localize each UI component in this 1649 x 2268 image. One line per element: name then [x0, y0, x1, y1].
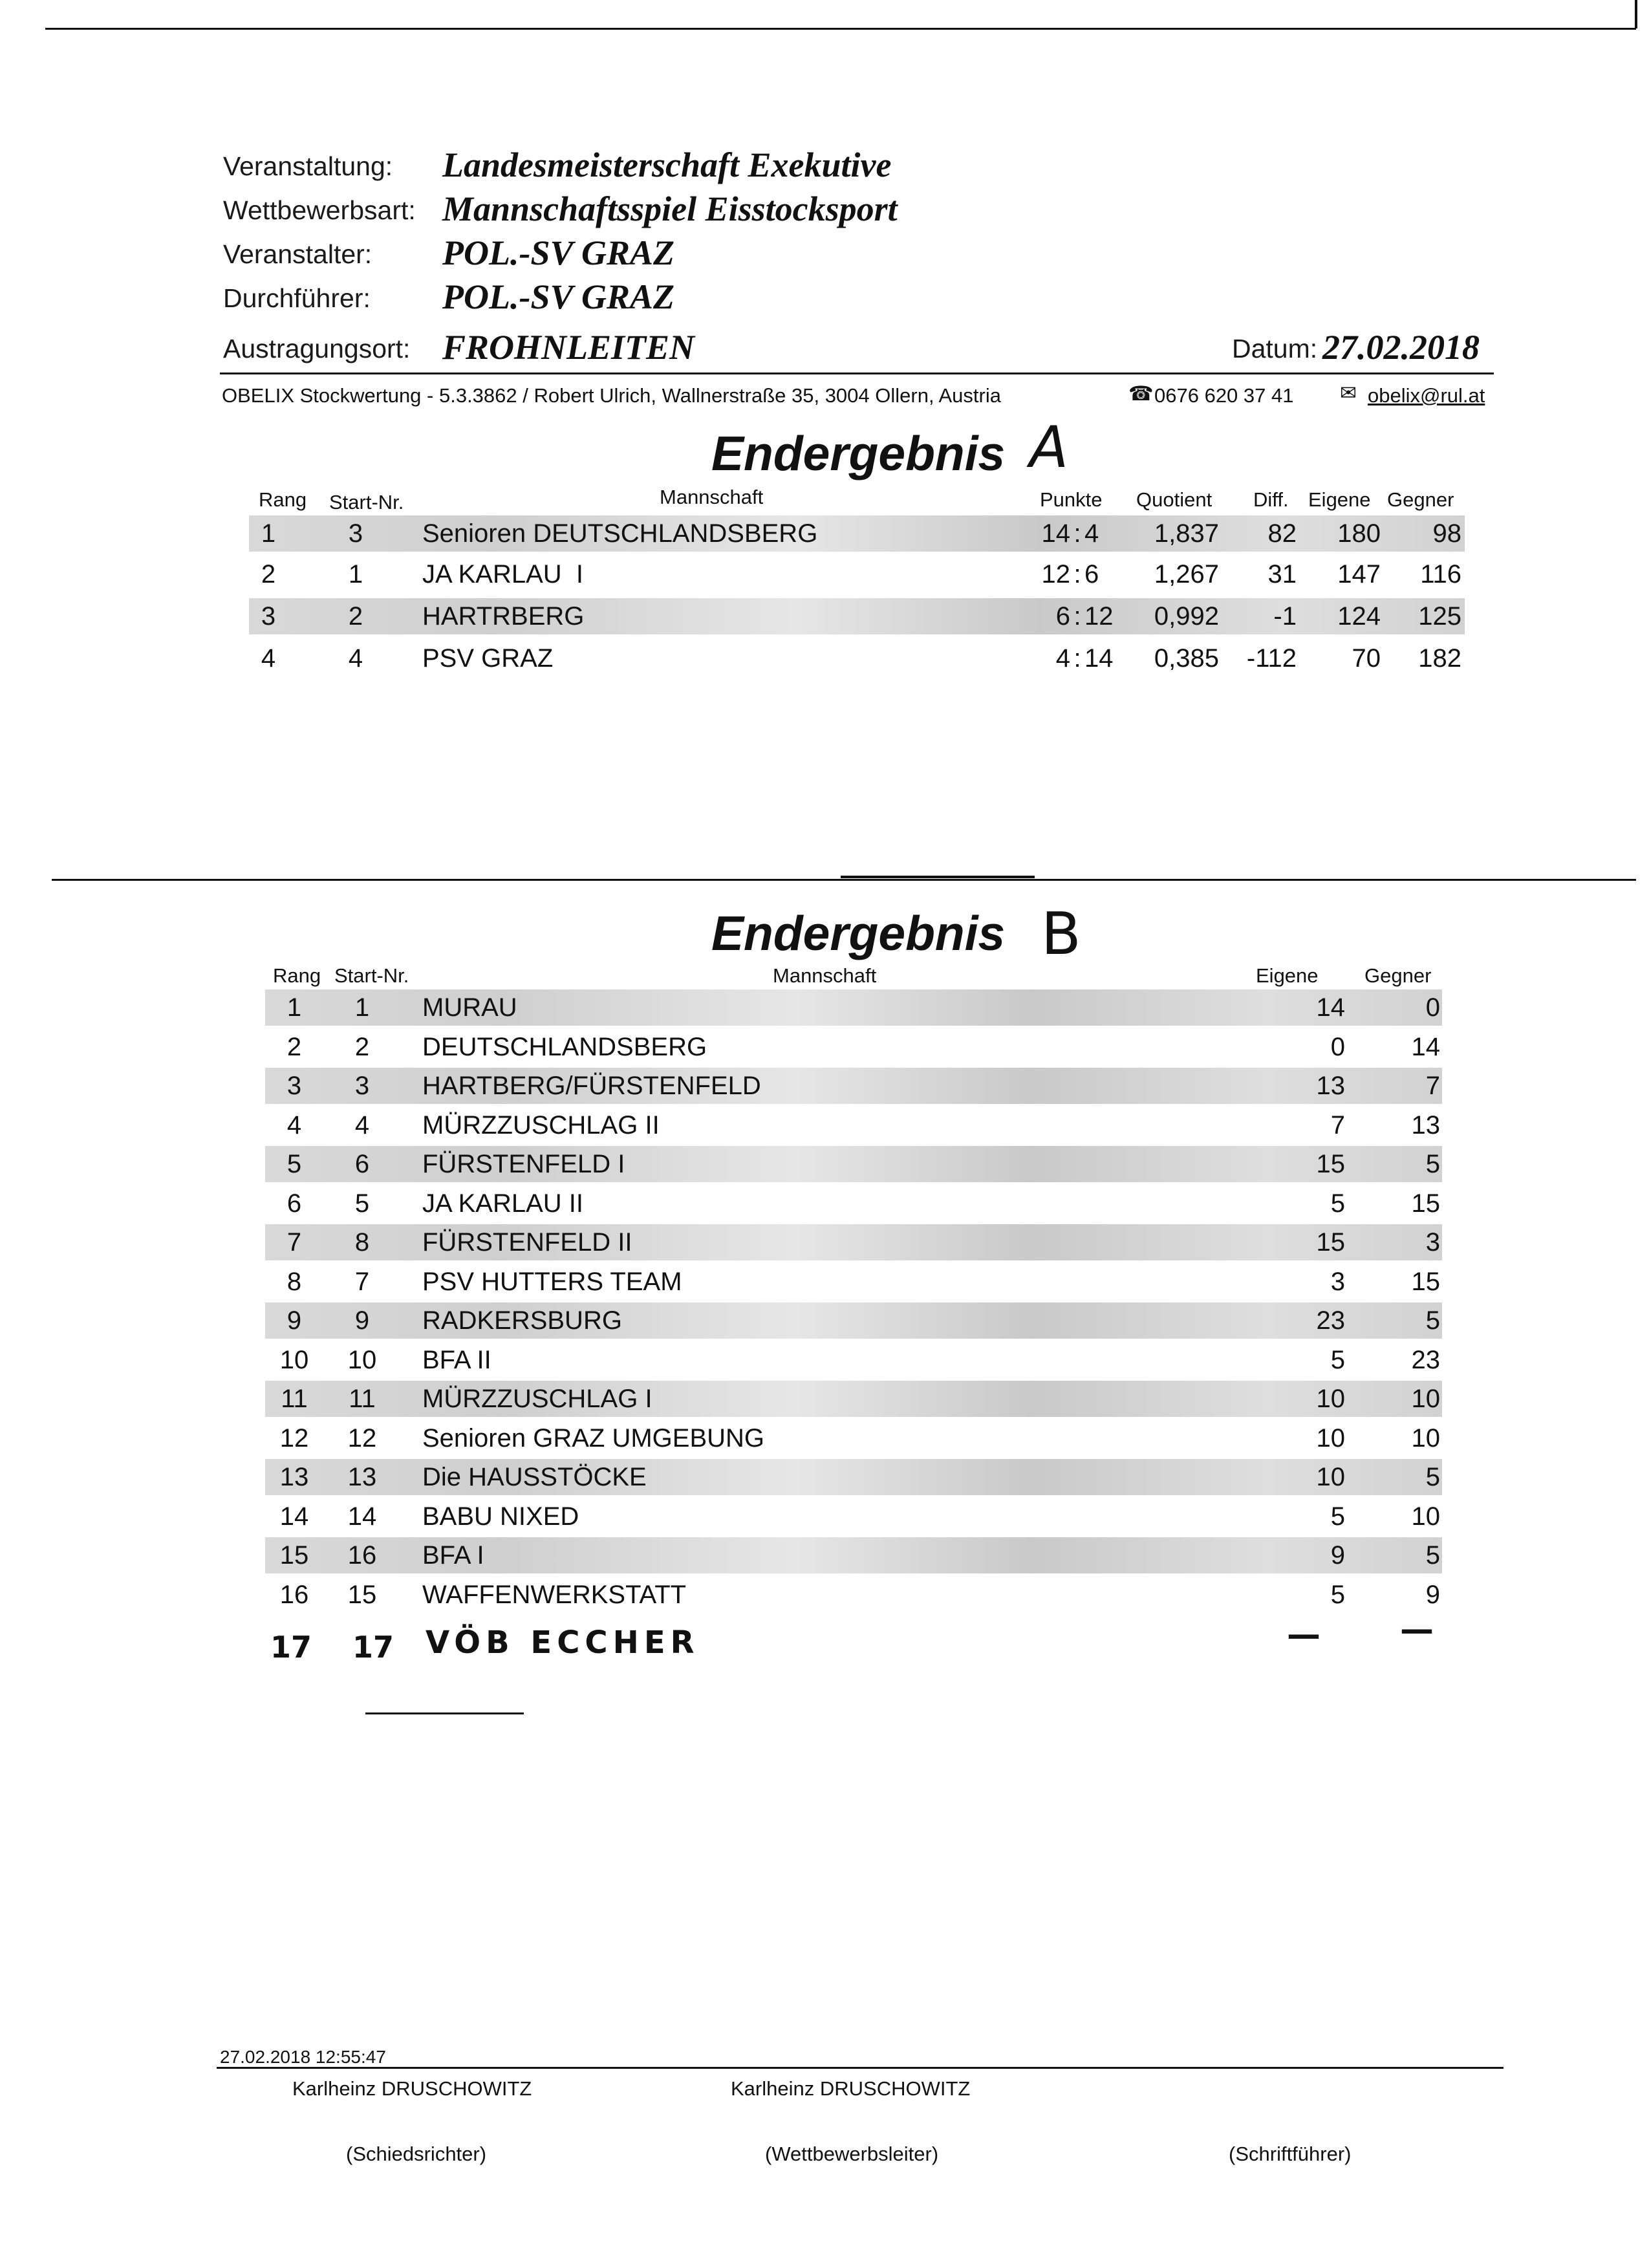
start-number: 5	[354, 1189, 370, 1218]
team-name: Die HAUSSTÖCKE	[422, 1463, 647, 1491]
table-row	[265, 1146, 1442, 1182]
points-separator: :	[1073, 644, 1081, 673]
opponent-score: 125	[1418, 602, 1461, 631]
points-won: 12	[1041, 560, 1070, 589]
col-gegner: Gegner	[1364, 964, 1432, 987]
footer-divider	[217, 2067, 1503, 2069]
col-gegner: Gegner	[1387, 488, 1454, 511]
team-name: FÜRSTENFELD I	[422, 1150, 625, 1178]
section-b-handwritten-letter: B	[1041, 900, 1081, 968]
competition-type-label: Wettbewerbsart:	[223, 195, 416, 225]
envelope-icon: ✉	[1340, 382, 1357, 404]
opponent-score: 10	[1411, 1385, 1440, 1413]
table-row	[249, 515, 1465, 552]
start-number: 1	[348, 560, 363, 589]
opponent-score: 98	[1432, 519, 1461, 548]
phone-icon: ☎	[1128, 382, 1154, 405]
rank: 8	[286, 1267, 302, 1296]
points-separator: :	[1073, 602, 1081, 631]
start-number: 4	[348, 644, 363, 673]
own-score: 15	[1316, 1150, 1345, 1178]
team-name: BFA II	[422, 1345, 491, 1374]
team-name: HARTBERG/FÜRSTENFELD	[422, 1072, 761, 1100]
start-number: 3	[348, 519, 363, 548]
team-name: DEUTSCHLANDSBERG	[422, 1032, 707, 1061]
col-team: Mannschaft	[773, 964, 877, 987]
start-number: 6	[354, 1150, 370, 1178]
rank: 2	[286, 1032, 302, 1061]
table-row	[249, 556, 1465, 592]
team-name: MÜRZZUSCHLAG I	[422, 1385, 652, 1413]
team-name: WAFFENWERKSTATT	[422, 1580, 687, 1609]
start-number: 8	[354, 1228, 370, 1257]
own-score: 23	[1316, 1306, 1345, 1335]
start-number: 4	[354, 1110, 370, 1139]
rank: 9	[286, 1306, 302, 1335]
own-score: 5	[1330, 1345, 1345, 1374]
start-number: 2	[348, 602, 363, 631]
team-name: JA KARLAU II	[422, 1189, 583, 1218]
start-number: 11	[349, 1385, 376, 1413]
rank: 6	[286, 1189, 302, 1218]
col-quotient: Quotient	[1136, 488, 1212, 511]
points-separator: :	[1073, 560, 1081, 589]
start-number: 1	[354, 993, 370, 1022]
difference: -112	[1246, 644, 1297, 673]
col-rang: Rang	[273, 964, 321, 987]
difference: -1	[1273, 602, 1297, 631]
rank: 7	[286, 1228, 302, 1257]
software-line: OBELIX Stockwertung - 5.3.3862 / Robert Ulrich, Wallnerstraße 35, 3004 Ollern, Austria	[222, 384, 1001, 407]
team-name: PSV GRAZ	[422, 644, 554, 673]
opponent-score: 15	[1411, 1267, 1440, 1296]
opponent-score: 7	[1425, 1072, 1440, 1100]
own-score: 147	[1337, 560, 1381, 589]
rank: 2	[261, 560, 276, 589]
start-number: 12	[347, 1423, 377, 1453]
quotient: 0,385	[1154, 644, 1219, 673]
own-score: 0	[1330, 1032, 1345, 1061]
own-score: 124	[1337, 602, 1381, 631]
points-separator: :	[1073, 519, 1081, 548]
points-lost: 12	[1084, 602, 1114, 631]
start-number: 7	[354, 1267, 370, 1296]
table-row	[249, 640, 1465, 676]
start-number: 14	[347, 1502, 377, 1531]
points-won: 14	[1041, 519, 1070, 548]
rank: 13	[279, 1463, 309, 1491]
competition-type-value: Mannschaftsspiel Eisstocksport	[442, 189, 898, 228]
table-row	[265, 1224, 1442, 1260]
section-divider	[52, 879, 1636, 881]
own-score: 13	[1316, 1072, 1345, 1100]
start-number: 13	[347, 1463, 377, 1491]
table-row	[265, 1420, 1442, 1456]
opponent-score: 23	[1411, 1345, 1440, 1374]
quotient: 1,267	[1154, 560, 1219, 589]
team-name: Senioren DEUTSCHLANDSBERG	[422, 519, 818, 548]
team-name: MURAU	[422, 993, 517, 1022]
team-name: BFA I	[422, 1541, 484, 1570]
opponent-score: 9	[1425, 1580, 1440, 1609]
own-score: 7	[1330, 1110, 1345, 1139]
col-punkte: Punkte	[1040, 488, 1103, 511]
table-row	[265, 1498, 1442, 1535]
rank: 10	[279, 1345, 309, 1374]
team-name: Senioren GRAZ UMGEBUNG	[422, 1423, 765, 1453]
table-row	[265, 1264, 1442, 1300]
opponent-score: 5	[1425, 1463, 1440, 1491]
rank: 4	[286, 1110, 302, 1139]
event-value: Landesmeisterschaft Exekutive	[442, 146, 892, 184]
points-lost: 6	[1084, 560, 1099, 589]
handwritten-own-score: —	[1287, 1615, 1320, 1654]
own-score: 180	[1337, 519, 1381, 548]
executor-label: Durchführer:	[223, 283, 371, 313]
rank: 14	[279, 1502, 309, 1531]
team-name: PSV HUTTERS TEAM	[422, 1267, 682, 1296]
handwritten-opponent-score: —	[1400, 1610, 1434, 1649]
table-row	[265, 1342, 1442, 1378]
rank: 5	[286, 1150, 302, 1178]
opponent-score: 14	[1411, 1032, 1440, 1061]
col-team: Mannschaft	[660, 486, 764, 508]
section-a-title: Endergebnis	[711, 426, 1006, 481]
table-row	[265, 1302, 1442, 1339]
handwritten-stroke	[365, 1712, 524, 1714]
team-name: FÜRSTENFELD II	[422, 1228, 632, 1257]
own-score: 10	[1316, 1463, 1345, 1491]
start-number: 2	[354, 1032, 370, 1061]
points-won: 6	[1055, 602, 1070, 631]
team-name: JA KARLAU I	[422, 560, 583, 589]
own-score: 5	[1330, 1189, 1345, 1218]
points-lost: 14	[1084, 644, 1114, 673]
team-name: RADKERSBURG	[422, 1306, 622, 1335]
difference: 82	[1267, 519, 1297, 548]
col-start: Start-Nr.	[329, 491, 404, 513]
own-score: 10	[1316, 1423, 1345, 1453]
opponent-score: 13	[1411, 1110, 1440, 1139]
print-timestamp: 27.02.2018 12:55:47	[220, 2047, 386, 2067]
email-link[interactable]: obelix@rul.at	[1368, 384, 1485, 407]
signature-1-name: Karlheinz DRUSCHOWITZ	[292, 2077, 532, 2100]
table-row	[265, 1537, 1442, 1573]
own-score: 70	[1352, 644, 1381, 673]
handwritten-start-number: 17	[352, 1630, 394, 1665]
quotient: 0,992	[1154, 602, 1219, 631]
rank: 1	[286, 993, 302, 1022]
start-number: 3	[354, 1072, 370, 1100]
team-name: BABU NIXED	[422, 1502, 579, 1531]
col-start: Start-Nr.	[334, 964, 409, 987]
table-row	[265, 1029, 1442, 1065]
opponent-score: 116	[1420, 560, 1461, 589]
rank: 12	[279, 1423, 309, 1453]
top-border-line	[45, 28, 1636, 30]
own-score: 3	[1330, 1267, 1345, 1296]
own-score: 14	[1316, 993, 1345, 1022]
own-score: 10	[1316, 1385, 1345, 1413]
executor-value: POL.-SV GRAZ	[442, 277, 675, 316]
phone-number: 0676 620 37 41	[1154, 384, 1294, 407]
opponent-score: 0	[1425, 993, 1440, 1022]
rank: 16	[279, 1580, 309, 1609]
event-label: Veranstaltung:	[223, 151, 393, 181]
own-score: 5	[1330, 1580, 1345, 1609]
table-row	[265, 1068, 1442, 1104]
handwritten-team-name: VÖB ECCHER	[426, 1625, 700, 1661]
col-eigene: Eigene	[1308, 488, 1371, 511]
difference: 31	[1267, 560, 1297, 589]
venue-value: FROHNLEITEN	[442, 328, 695, 367]
date-value: 27.02.2018	[1322, 328, 1480, 367]
opponent-score: 10	[1411, 1502, 1440, 1531]
table-row	[265, 1459, 1442, 1495]
rank: 3	[261, 602, 276, 631]
section-divider-stroke	[841, 876, 1035, 878]
col-diff: Diff.	[1253, 488, 1289, 511]
own-score: 5	[1330, 1502, 1345, 1531]
col-eigene: Eigene	[1256, 964, 1319, 987]
handwritten-rank: 17	[270, 1630, 312, 1665]
rank: 4	[261, 644, 276, 673]
rank: 11	[281, 1385, 308, 1413]
opponent-score: 3	[1425, 1228, 1440, 1257]
start-number: 9	[354, 1306, 370, 1335]
header-divider	[220, 373, 1494, 374]
col-rang: Rang	[259, 488, 307, 511]
start-number: 15	[347, 1580, 377, 1609]
opponent-score: 5	[1425, 1306, 1440, 1335]
opponent-score: 15	[1411, 1189, 1440, 1218]
team-name: MÜRZZUSCHLAG II	[422, 1110, 660, 1139]
date-label: Datum:	[1232, 334, 1318, 363]
organizer-value: POL.-SV GRAZ	[442, 233, 675, 272]
table-row	[265, 1107, 1442, 1143]
organizer-label: Veranstalter:	[223, 239, 372, 269]
table-row	[249, 598, 1465, 634]
start-number: 16	[347, 1541, 377, 1570]
signature-2-role: (Wettbewerbsleiter)	[765, 2143, 939, 2165]
table-row	[265, 1577, 1442, 1613]
opponent-score: 5	[1425, 1150, 1440, 1178]
signature-3-role: (Schriftführer)	[1229, 2143, 1352, 2165]
signature-2-name: Karlheinz DRUSCHOWITZ	[731, 2077, 971, 2100]
quotient: 1,837	[1154, 519, 1219, 548]
own-score: 15	[1316, 1228, 1345, 1257]
own-score: 9	[1330, 1541, 1345, 1570]
corner-mark	[1635, 0, 1637, 28]
points-won: 4	[1055, 644, 1070, 673]
opponent-score: 5	[1425, 1541, 1440, 1570]
rank: 3	[286, 1072, 302, 1100]
table-row	[265, 989, 1442, 1026]
section-a-handwritten-letter: A	[1029, 414, 1069, 481]
signature-1-role: (Schiedsrichter)	[346, 2143, 487, 2165]
rank: 15	[279, 1541, 309, 1570]
team-name: HARTRBERG	[422, 602, 585, 631]
venue-label: Austragungsort:	[223, 334, 411, 363]
table-row	[265, 1381, 1442, 1417]
opponent-score: 182	[1418, 644, 1461, 673]
rank: 1	[261, 519, 276, 548]
start-number: 10	[347, 1345, 377, 1374]
points-lost: 4	[1084, 519, 1099, 548]
opponent-score: 10	[1411, 1423, 1440, 1453]
section-b-title: Endergebnis	[711, 906, 1006, 960]
table-row	[265, 1185, 1442, 1222]
